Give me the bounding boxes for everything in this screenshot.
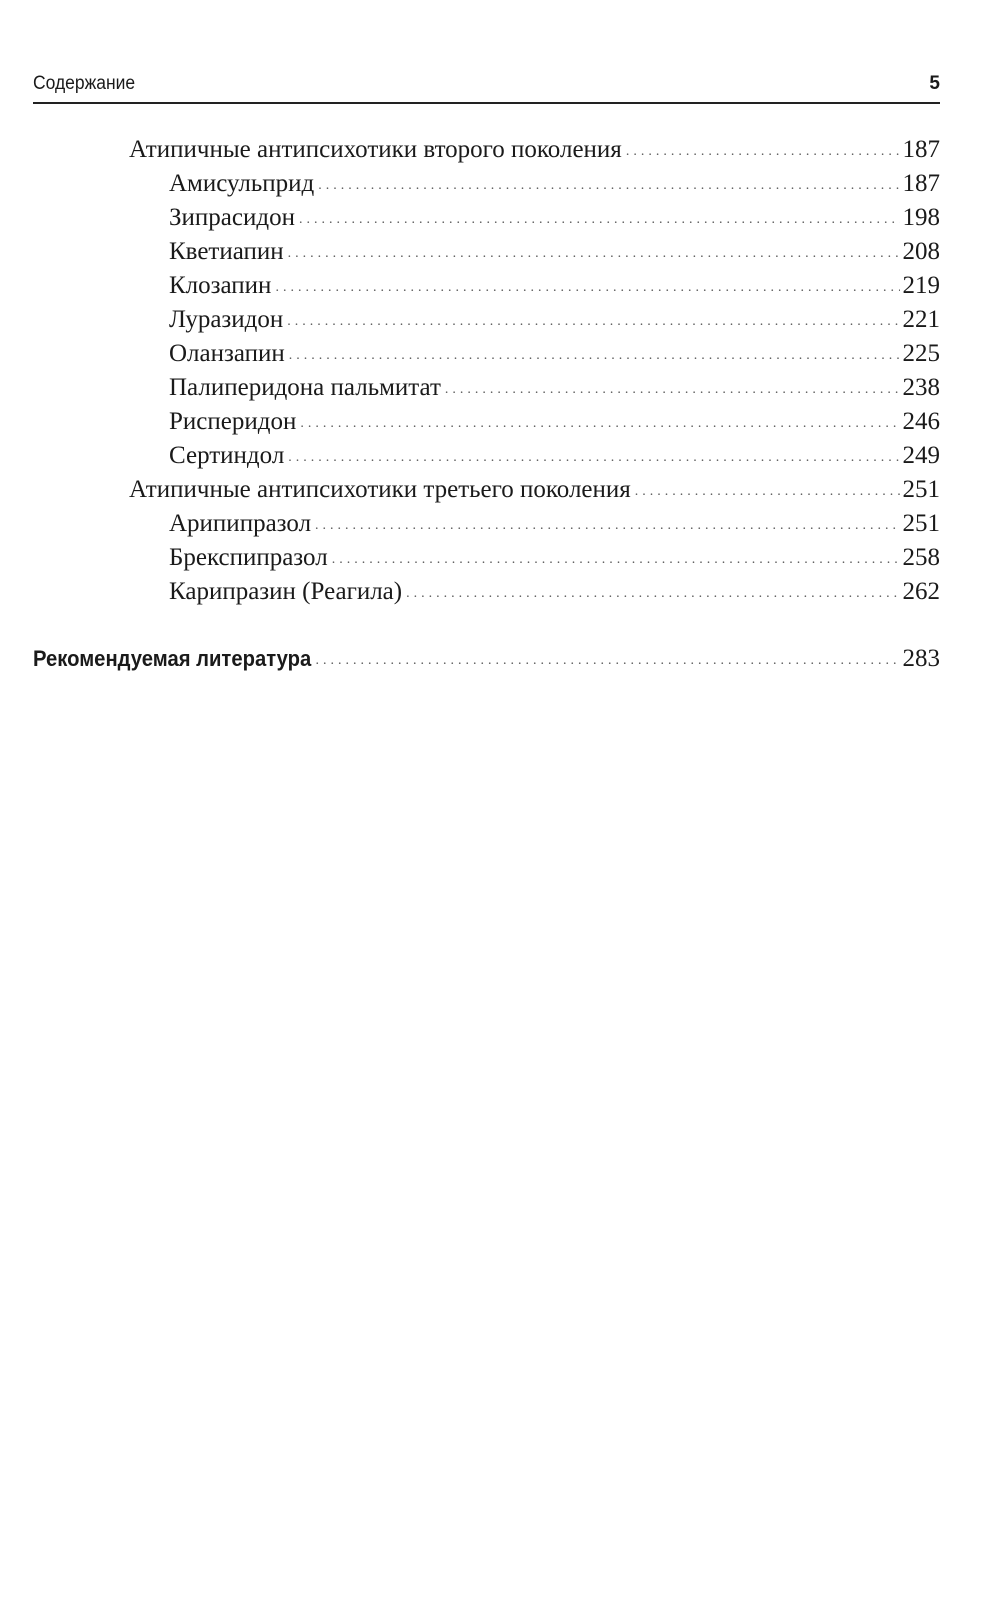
toc-entry-title: Арипипразол: [169, 510, 312, 537]
toc-dot-leader: [332, 553, 900, 575]
toc-entry-quetiapine[interactable]: [33, 235, 940, 269]
toc-entry-title: Сертиндол: [169, 442, 285, 469]
toc-dot-leader: [287, 315, 899, 337]
toc-dot-leader: [288, 247, 900, 269]
toc-dot-leader: [445, 383, 900, 405]
toc-entry-title: Атипичные антипсихотики второго поколения: [129, 136, 622, 163]
toc-entry-page: 283: [902, 645, 940, 672]
toc-entry-olanzapine[interactable]: [33, 337, 940, 371]
toc-entry-title: Зипрасидон: [169, 204, 295, 231]
toc-entry-third-generation[interactable]: [33, 473, 940, 507]
toc-dot-leader: [275, 281, 899, 303]
toc-entry-risperidone[interactable]: [33, 405, 940, 439]
toc-entry-sertindole[interactable]: [33, 439, 940, 473]
running-header: [33, 68, 940, 104]
toc-entry-title: Оланзапин: [169, 340, 285, 367]
toc-entry-lurasidone[interactable]: [33, 303, 940, 337]
toc-entry-page: 221: [902, 306, 940, 333]
toc-entry-page: 187: [902, 136, 940, 163]
toc-entry-title: Рекомендуемая литература: [33, 646, 312, 671]
toc-dot-leader: [635, 485, 900, 507]
toc-dot-leader: [299, 213, 900, 235]
toc-entry-title: Рисперидон: [169, 408, 297, 435]
toc-entry-clozapine[interactable]: [33, 269, 940, 303]
toc-entry-title: Луразидон: [169, 306, 284, 333]
toc-entry-paliperidone-palmitate[interactable]: [33, 371, 940, 405]
toc-entry-page: 187: [902, 170, 940, 197]
toc-entry-page: 251: [902, 476, 940, 503]
toc-entry-page: 198: [902, 204, 940, 231]
toc-entry-page: 246: [902, 408, 940, 435]
toc-dot-leader: [406, 587, 899, 609]
toc-entry-page: 225: [902, 340, 940, 367]
toc-entry-title: Клозапин: [169, 272, 272, 299]
toc-entry-page: 219: [902, 272, 940, 299]
table-of-contents: [33, 133, 940, 676]
toc-entry-recommended-literature[interactable]: [33, 642, 940, 676]
toc-entry-page: 238: [902, 374, 940, 401]
toc-entry-page: 262: [902, 578, 940, 605]
toc-entry-cariprazine[interactable]: [33, 575, 940, 609]
toc-dot-leader: [626, 145, 900, 167]
toc-entry-page: 258: [902, 544, 940, 571]
toc-dot-leader: [288, 451, 899, 473]
toc-dot-leader: [300, 417, 899, 439]
toc-dot-leader: [315, 654, 899, 676]
toc-entry-page: 249: [902, 442, 940, 469]
toc-entry-title: Палиперидона пальмитат: [169, 374, 441, 401]
toc-entry-title: Кветиапин: [169, 238, 284, 265]
toc-dot-leader: [289, 349, 900, 371]
toc-entry-aripiprazole[interactable]: [33, 507, 940, 541]
header-page-number: 5: [929, 73, 940, 94]
toc-entry-page: 251: [902, 510, 940, 537]
toc-entry-amisulpride[interactable]: [33, 167, 940, 201]
toc-entry-ziprasidone[interactable]: [33, 201, 940, 235]
toc-dot-leader: [315, 519, 899, 541]
toc-entry-page: 208: [902, 238, 940, 265]
toc-entry-title: Карипразин (Реагила): [169, 578, 403, 605]
toc-entry-title: Брекспипразол: [169, 544, 328, 571]
toc-entry-title: Атипичные антипсихотики третьего поколения: [129, 476, 631, 503]
toc-dot-leader: [318, 179, 899, 201]
toc-entry-brexpiprazole[interactable]: [33, 541, 940, 575]
header-title: Содержание: [33, 73, 136, 94]
toc-entry-title: Амисульприд: [169, 170, 315, 197]
toc-entry-second-generation[interactable]: [33, 133, 940, 167]
